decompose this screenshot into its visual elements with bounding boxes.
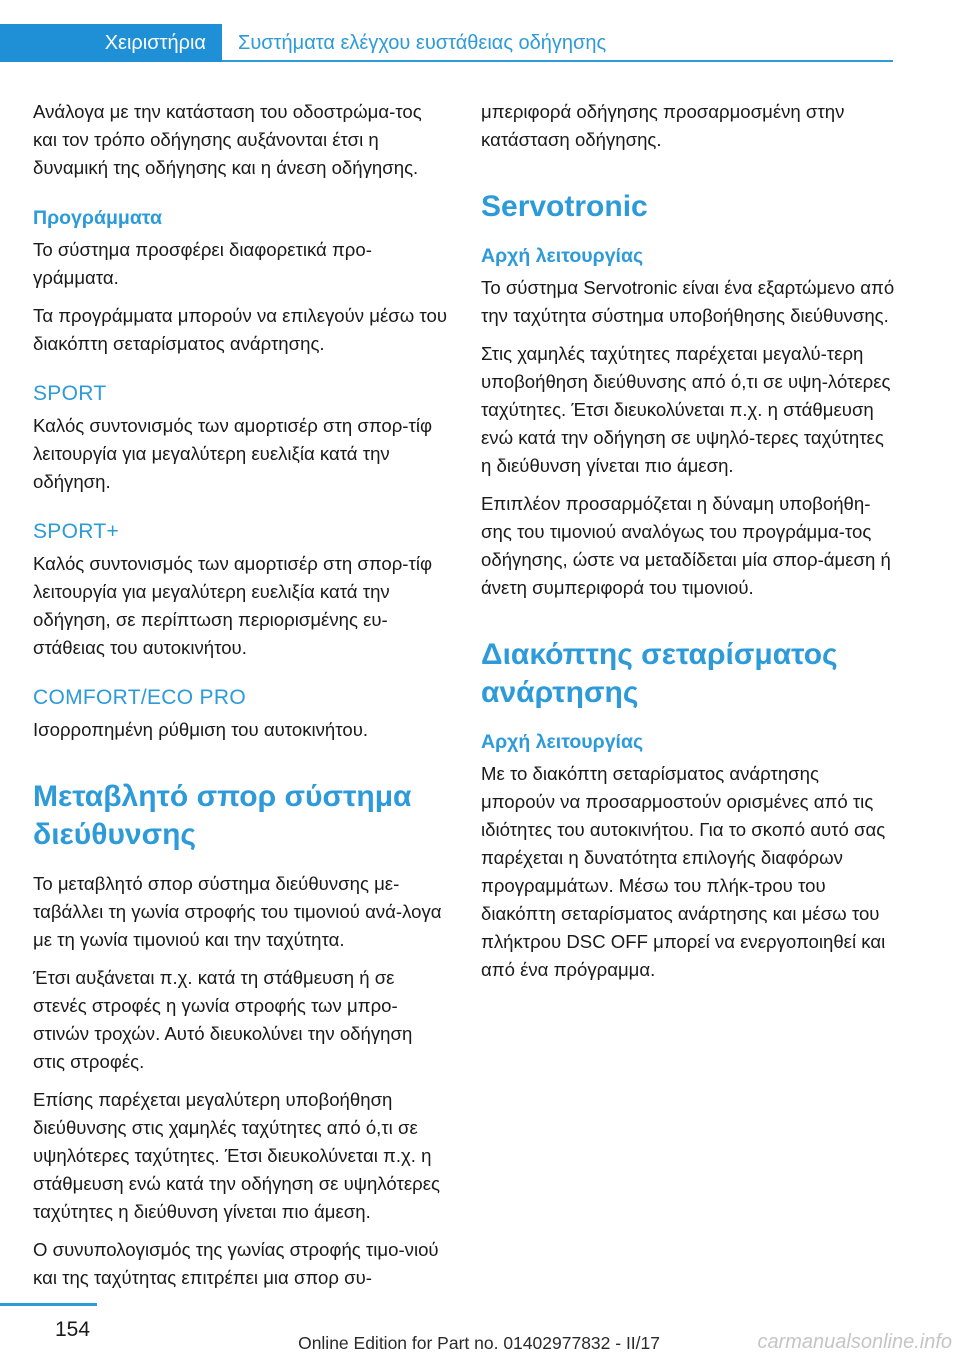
variable-paragraph-4: Ο συνυπολογισμός της γωνίας στροφής τιμο-νιού και της ταχύτητας επιτρέπει μια σπορ συ- [33,1239,439,1288]
sportplus-heading: SPORT+ [33,520,120,543]
right-column [481,98,897,994]
header-rule [222,60,893,62]
servotronic-paragraph-2: Στις χαμηλές ταχύτητες παρέχεται μεγαλύ-τερη υποβοήθηση διεύθυνσης από ό,τι σε υψη-λότερες ταχύτητες. Έτσι διευκολύνεται π.χ. η στάθμευση ενώ κατά την οδήγηση σε υψηλό-τερες ταχύτητες η διεύθυνση γίνεται πιο άμεση. [481,343,891,476]
servotronic-subheading: Αρχή λειτουργίας [481,245,644,267]
variable-paragraph-1: Το μεταβλητό σπορ σύστημα διεύθυνσης με-ταβάλλει τη γωνία στροφής του τιμονιού ανά-λογα με τη γωνία τιμονιού και την ταχύτητα. [33,873,442,950]
watermark: carmanualsonline.info [757,1331,952,1353]
continuation-paragraph: μπεριφορά οδήγησης προσαρμοσμένη στην κατάσταση οδήγησης. [481,101,845,150]
page-number: 154 [55,1318,91,1341]
comfort-heading: COMFORT/ECO PRO [33,686,246,709]
variable-paragraph-3: Επίσης παρέχεται μεγαλύτερη υποβοήθηση διεύθυνσης στις χαμηλές ταχύτητες από ό,τι σε υψηλότερες ταχύτητες. Έτσι διευκολύνεται π.χ. η στάθμευση ενώ κατά την οδήγηση σε υψηλότερες ταχύτητες η διεύθυνση γίνεται πιο άμεση. [33,1089,440,1222]
sport-paragraph: Καλός συντονισμός των αμορτισέρ στη σπορ-τίφ λειτουργία για μεγαλύτερη ευελιξία κατά την οδήγηση. [33,415,433,492]
sport-heading: SPORT [33,382,107,405]
sportplus-paragraph: Καλός συντονισμός των αμορτισέρ στη σπορ-τίφ λειτουργία για μεγαλύτερη ευελιξία κατά την οδήγηση, σε περίπτωση περιορισμένης ευ-στάθειας του αυτοκινήτου. [33,553,433,658]
variable-paragraph-2: Έτσι αυξάνεται π.χ. κατά τη στάθμευση ή σε στενές στροφές η γωνία στροφής των μπρο-στινών τροχών. Αυτό διευκολύνει την οδήγηση στις στροφές. [33,967,413,1072]
left-column [33,98,449,1302]
programs-heading: Προγράμματα [33,207,162,229]
comfort-paragraph: Ισορροπημένη ρύθμιση του αυτοκινήτου. [33,719,369,740]
servotronic-paragraph-3: Επιπλέον προσαρμόζεται η δύναμη υποβοήθη-σης του τιμονιού αναλόγως του προγράμμα-τος οδήγησης, ώστε να μεταδίδεται μία σπορ-άμεση ή άνετη συμπεριφορά του τιμονιού. [481,493,891,598]
page-header [0,24,893,62]
servotronic-heading: Servotronic [481,190,648,223]
servotronic-paragraph-1: Το σύστημα Servotronic είναι ένα εξαρτώμενο από την ταχύτητα σύστημα υποβοήθησης διεύθυνσης. [481,277,895,326]
page-number-rule [0,1303,97,1306]
suspension-switch-heading: Διακόπτης σεταρίσματος ανάρτησης [481,638,838,709]
intro-paragraph: Ανάλογα με την κατάσταση του οδοστρώμα-τος και τον τρόπο οδήγησης αυξάνονται έτσι η δυναμική της οδήγησης και η άνεση οδήγησης. [33,101,422,178]
programs-paragraph-1: Το σύστημα προσφέρει διαφορετικά προ-γράμματα. [33,239,372,288]
variable-steering-heading: Μεταβλητό σπορ σύστημα διεύθυνσης [33,780,412,851]
section-title: Συστήματα ελέγχου ευστάθειας οδήγησης [238,32,607,54]
edition-footer: Online Edition for Part no. 01402977832 - II/17 [298,1333,660,1353]
programs-paragraph-2: Τα προγράμματα μπορούν να επιλεγούν μέσω του διακόπτη σεταρίσματος ανάρτησης. [33,305,448,354]
suspension-switch-paragraph: Με το διακόπτη σεταρίσματος ανάρτησης μπορούν να προσαρμοστούν ορισμένες από τις ιδιότητες του αυτοκινήτου. Για το σκοπό αυτό σας παρέχεται η δυνατότητα επιλογής διαφόρων προγραμμάτων. Μέσω του πλήκ-τρου του διακόπτη σεταρίσματος ανάρτησης και μέσω του πλήκτρου DSC OFF μπορεί να ενεργοποιηθεί και από ένα πρόγραμμα. [481,763,886,980]
suspension-switch-subheading: Αρχή λειτουργίας [481,731,644,753]
chapter-tab: Χειριστήρια [0,24,222,62]
